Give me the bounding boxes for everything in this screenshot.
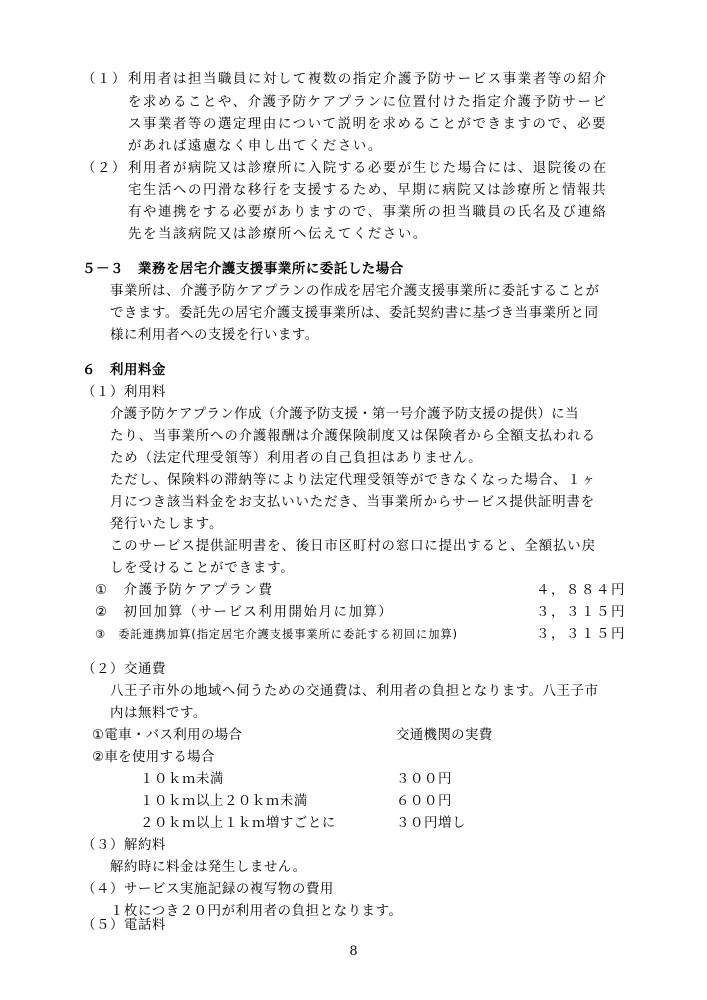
usage-fee-line-3: ため（法定代理受領等）利用者の自己負担はありません。 [110, 451, 483, 466]
item-2-line-1: 利用者が病院又は診療所に入院する必要が生じた場合には、退院後の在 [128, 161, 608, 176]
section-5-3-line-2: できます。委託先の居宅介護支援事業所は、委託契約書に基づき当事業所と同 [110, 306, 599, 321]
section-5-3-line-1: 事業所は、介護予防ケアプランの作成を居宅介護支援事業所に委託することが [110, 284, 600, 299]
car-cost-2: ６００円 [396, 794, 452, 809]
item-2-line-2: 宅生活への円滑な移行を支援するため、早期に病院又は診療所と情報共 [128, 183, 608, 198]
usage-fee-line-2: たり、当事業所への介護報酬は介護保険制度又は保険者から全額支払われる [110, 429, 596, 444]
phone-fee-heading: （５）電話料 [82, 918, 166, 933]
copy-fee-heading: （４）サービス実施記録の複写物の費用 [82, 882, 334, 897]
section-5-3-line-3: 様に利用者への支援を行います。 [110, 328, 319, 343]
page-number: 8 [349, 944, 358, 959]
car-distance-3: ２０ｋｍ以上１ｋｍ増すごとに [140, 816, 336, 831]
usage-fee-line-5: 月につき該当料金をお支払いいただき、当事業所からサービス提供証明書を [110, 495, 596, 510]
usage-fee-heading: （１）利用料 [82, 385, 166, 400]
cancellation-text: 解約時に料金は発生しません。 [110, 860, 307, 875]
transport-line-1: 八王子市外の地域へ伺うための交通費は、利用者の負担となります。八王子市 [110, 684, 599, 699]
item-1-line-1: 利用者は担当職員に対して複数の指定介護予防サービス事業者等の紹介 [128, 72, 608, 87]
item-2-line-4: 先を当該病院又は診療所へ伝えてください。 [128, 227, 428, 242]
transport-line-2: 内は無料です。 [110, 706, 207, 721]
item-1-line-2: を求めることや、介護予防ケアプランに位置付けた指定介護予防サービ [128, 95, 608, 110]
section-5-3-heading: ５－３ 業務を居宅介護支援事業所に委託した場合 [82, 262, 404, 277]
fee-3-amount: ３，３１５円 [536, 627, 626, 642]
fee-3-label: ③ 委託連携加算(指定居宅介護支援事業所に委託する初回に加算) [95, 628, 459, 641]
item-2-number: （２） [82, 161, 127, 176]
cancellation-heading: （３）解約料 [82, 838, 166, 853]
usage-fee-line-4: ただし、保険料の滞納等により法定代理受領等ができなくなった場合、１ヶ [110, 473, 596, 488]
item-1-line-3: ス事業者等の選定理由について説明を求めることができますので、必要 [128, 117, 608, 132]
usage-fee-line-1: 介護予防ケアプラン作成（介護予防支援・第一号介護予防支援の提供）に当 [110, 407, 579, 422]
item-2-line-3: 有や連携をする必要がありますので、事業所の担当職員の氏名及び連絡 [128, 205, 608, 220]
copy-fee-text: １枚につき２０円が利用者の負担となります。 [110, 904, 403, 919]
section-6-heading: ６ 利用料金 [82, 363, 166, 378]
usage-fee-line-7: このサービス提供証明書を、後日市区町村の窓口に提出すると、全額払い戻 [110, 539, 596, 554]
car-label: ②車を使用する場合 [92, 750, 215, 765]
car-cost-3: ３０円増し [396, 816, 466, 831]
item-1-number: （１） [82, 72, 127, 87]
item-1-line-4: があれば遠慮なく申し出てください。 [128, 139, 383, 154]
car-cost-1: ３００円 [396, 772, 452, 787]
fee-1-amount: ４，８８４円 [536, 583, 626, 598]
usage-fee-line-8: しを受けることができます。 [110, 561, 295, 576]
fee-2-label: ② 初回加算（サービス利用開始月に加算） [95, 605, 394, 620]
car-distance-1: １０ｋｍ未満 [140, 772, 224, 787]
fee-1-label: ① 介護予防ケアプラン費 [95, 583, 274, 598]
transport-heading: （２）交通費 [82, 662, 166, 677]
usage-fee-line-6: 発行いたします。 [110, 517, 224, 532]
car-distance-2: １０ｋｍ以上２０ｋｍ未満 [140, 794, 308, 809]
train-bus-label: ①電車・バス利用の場合 [92, 728, 243, 743]
fee-2-amount: ３，３１５円 [536, 605, 626, 620]
train-bus-value: 交通機関の実費 [396, 728, 493, 743]
